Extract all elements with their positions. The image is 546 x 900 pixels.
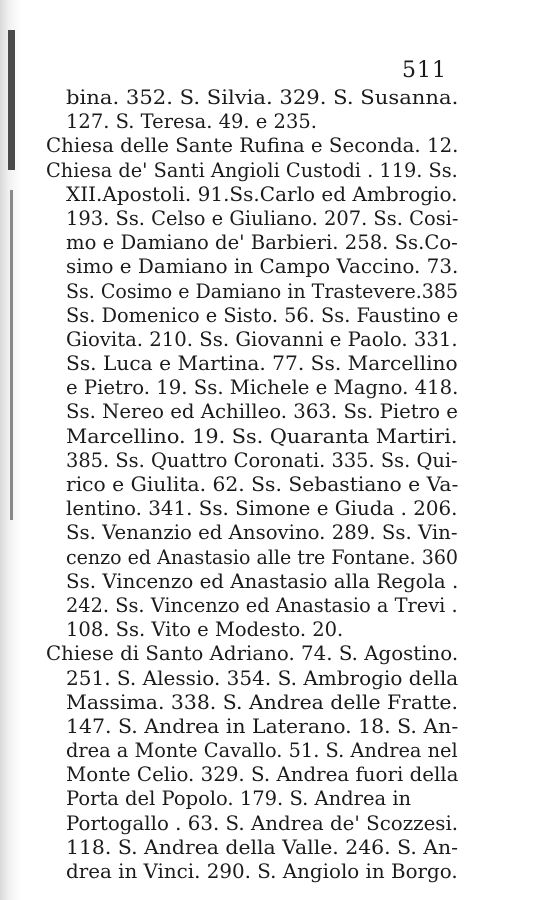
text-line: 108. Ss. Vito e Modesto. 20. bbox=[66, 618, 344, 642]
text-line: Ss. Luca e Martina. 77. Ss. Marcellino bbox=[66, 352, 458, 376]
text-line: Massima. 338. S. Andrea delle Fratte. bbox=[66, 690, 458, 714]
text-line: Ss. Cosimo e Damiano in Trastevere.385 bbox=[66, 279, 459, 303]
text-line: Monte Celio. 329. S. Andrea fuori della bbox=[66, 763, 459, 787]
text-line: 251. S. Alessio. 354. S. Ambrogio della bbox=[66, 666, 459, 690]
text-line: Giovita. 210. Ss. Giovanni e Paolo. 331. bbox=[66, 327, 458, 351]
text-line: 385. Ss. Quattro Coronati. 335. Ss. Qui- bbox=[66, 448, 458, 472]
text-line: simo e Damiano in Campo Vaccino. 73. bbox=[66, 255, 459, 279]
text-line: Chiesa delle Sante Rufina e Seconda. 12. bbox=[46, 134, 459, 158]
text-line: cenzo ed Anastasio alle tre Fontane. 360 bbox=[66, 545, 459, 569]
text-line: Ss. Domenico e Sisto. 56. Ss. Faustino e bbox=[66, 303, 459, 327]
text-line: drea a Monte Cavallo. 51. S. Andrea nel bbox=[66, 739, 458, 763]
text-line: e Pietro. 19. Ss. Michele e Magno. 418. bbox=[66, 376, 459, 400]
text-line: XII.Apostoli. 91.Ss.Carlo ed Ambrogio. bbox=[66, 182, 458, 206]
text-line: rico e Giulita. 62. Ss. Sebastiano e Va- bbox=[66, 473, 459, 496]
text-line: 193. Ss. Celso e Giuliano. 207. Ss. Cosi- bbox=[66, 206, 459, 230]
text-line: Chiese di Santo Adriano. 74. S. Agostino. bbox=[46, 642, 459, 666]
text-line: Ss. Nereo ed Achilleo. 363. Ss. Pietro e bbox=[66, 400, 458, 424]
text-line: 127. S. Teresa. 49. e 235. bbox=[66, 110, 317, 134]
text-line: Porta del Popolo. 179. S. Andrea in bbox=[66, 787, 412, 811]
text-line: Ss. Vincenzo ed Anastasio alla Regola . bbox=[66, 569, 459, 593]
text-line: drea in Vinci. 290. S. Angiolo in Borgo. bbox=[66, 860, 458, 883]
text-line: Portogallo . 63. S. Andrea de' Scozzesi. bbox=[66, 811, 459, 835]
text-line: lentino. 341. Ss. Simone e Giuda . 206. bbox=[66, 497, 458, 521]
text-line: bina. 352. S. Silvia. 329. S. Susanna. bbox=[66, 86, 459, 109]
text-line: Chiesa de' Santi Angioli Custodi . 119. Ss. bbox=[46, 158, 458, 182]
text-line: Marcellino. 19. Ss. Quaranta Martiri. bbox=[66, 424, 458, 448]
text-line: 147. S. Andrea in Laterano. 18. S. An- bbox=[66, 714, 459, 738]
text-line: 118. S. Andrea della Valle. 246. S. An- bbox=[66, 835, 459, 859]
text-line: mo e Damiano de' Barbieri. 258. Ss.Co- bbox=[66, 231, 458, 255]
text-line: Ss. Venanzio ed Ansovino. 289. Ss. Vin- bbox=[66, 521, 458, 545]
page-number: 511 bbox=[402, 58, 447, 83]
text-line: 242. Ss. Vincenzo ed Anastasio a Trevi . bbox=[66, 593, 458, 617]
